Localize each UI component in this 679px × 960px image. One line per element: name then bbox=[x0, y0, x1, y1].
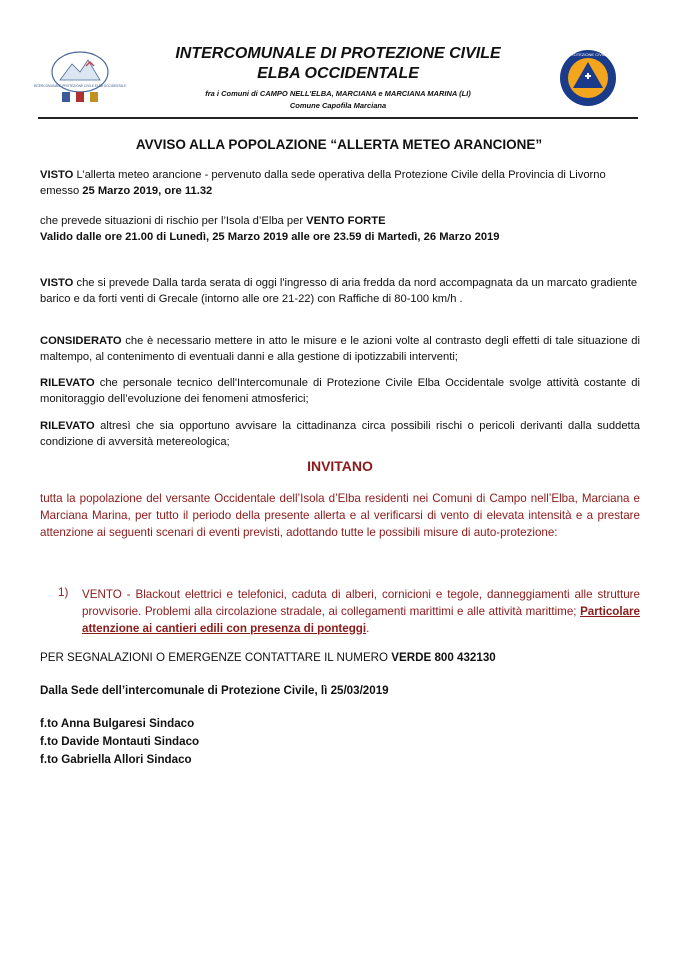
document-title: AVVISO ALLA POPOLAZIONE “ALLERTA METEO ARANCIONE” bbox=[135, 137, 543, 152]
signature-line: f.to Gabriella Allori Sindaco bbox=[40, 753, 192, 766]
signatures-block bbox=[40, 715, 640, 769]
visto-paragraph-2: VISTO che si prevede Dalla tarda serata di oggi l'ingresso di aria fredda da nord accompagnata da un marcato gradiente barico e da forti venti di Grecale (intorno alle ore 21-22) con Raffiche di 80-100 km/h . bbox=[40, 277, 638, 305]
signature-line: f.to Davide Montauti Sindaco bbox=[40, 735, 200, 748]
risk-paragraph: che prevede situazioni di rischio per l’Isola d’Elba per VENTO FORTE Valido dalle ore 21.00 di Lunedì, 25 Marzo 2019 alle ore 23.59 di Martedì, 26 Marzo 2019 bbox=[40, 215, 500, 243]
signature-line: f.to Anna Bulgaresi Sindaco bbox=[40, 717, 195, 730]
rilevato-paragraph-2: RILEVATO altresì che sia opportuno avvisare la cittadinanza circa possibili rischi o pericoli derivanti dalla suddetta condizione di avversità metereologica; bbox=[40, 420, 640, 448]
svg-text:PROTEZIONE CIVILE: PROTEZIONE CIVILE bbox=[568, 52, 608, 57]
letterhead bbox=[33, 40, 638, 110]
contact-line: PER SEGNALAZIONI O EMERGENZE CONTATTARE IL NUMERO VERDE 800 432130 bbox=[40, 651, 496, 664]
letterhead-capofila: Comune Capofila Marciana bbox=[289, 101, 387, 110]
invitano-heading: INVITANO bbox=[307, 458, 373, 474]
ponteggi-emphasis: Particolare attenzione ai cantieri edili con presenza di ponteggi bbox=[82, 605, 640, 635]
svg-text:INTERCOMUNALE PROTEZIONE CIVIL: INTERCOMUNALE PROTEZIONE CIVILE ELBA OCCIDENTALE bbox=[33, 84, 127, 88]
letterhead-title: INTERCOMUNALE DI PROTEZIONE CIVILE ELBA OCCIDENTALE bbox=[175, 45, 501, 82]
visto-paragraph-1: VISTO L’allerta meteo arancione - pervenuto dalla sede operativa della Protezione Civile della Provincia di Livorno emesso 25 Marzo 2019, ore 11.32 bbox=[40, 169, 606, 197]
rilevato-paragraph-1: RILEVATO che personale tecnico dell'Intercomunale di Protezione Civile Elba Occidentale svolge attività costante di monitoraggio dell’evoluzione dei fenomeni atmosferici; bbox=[40, 377, 640, 405]
header-divider bbox=[38, 117, 638, 119]
letterhead-subtitle: fra i Comuni di CAMPO NELL'ELBA, MARCIANA e MARCIANA MARINA (LI) bbox=[205, 89, 471, 98]
protezione-civile-logo bbox=[558, 48, 618, 108]
list-item-number: 1) bbox=[58, 586, 69, 599]
place-date-line: Dalla Sede dell’intercomunale di Protezione Civile, lì 25/03/2019 bbox=[40, 684, 389, 697]
intercomunale-logo bbox=[33, 50, 127, 106]
invitano-paragraph: tutta la popolazione del versante Occidentale dell’Isola d’Elba residenti nei Comuni di Campo nell’Elba, Marciana e Marciana Marina, per tutto il periodo della presente allerta e al verificarsi di vento di elevata intensità e a prestare attenzione ai seguenti scenari di eventi previsti, adottando tutte le possibili misure di auto-protezione: bbox=[40, 492, 640, 539]
considerato-paragraph: CONSIDERATO che è necessario mettere in atto le misure e le azioni volte al contrasto degli effetti di tale situazione di maltempo, al contenimento di eventuali danni e alla gestione di ipotizzabili interventi; bbox=[40, 335, 640, 363]
list-item-vento: VENTO - Blackout elettrici e telefonici, caduta di alberi, cornicioni e tegole, danneggiamenti alle strutture provvisorie. Problemi alla circolazione stradale, ai collegamenti marittimi e alle attività marittime; Particolare attenzione ai cantieri edili con presenza di ponteggi. bbox=[82, 588, 640, 635]
